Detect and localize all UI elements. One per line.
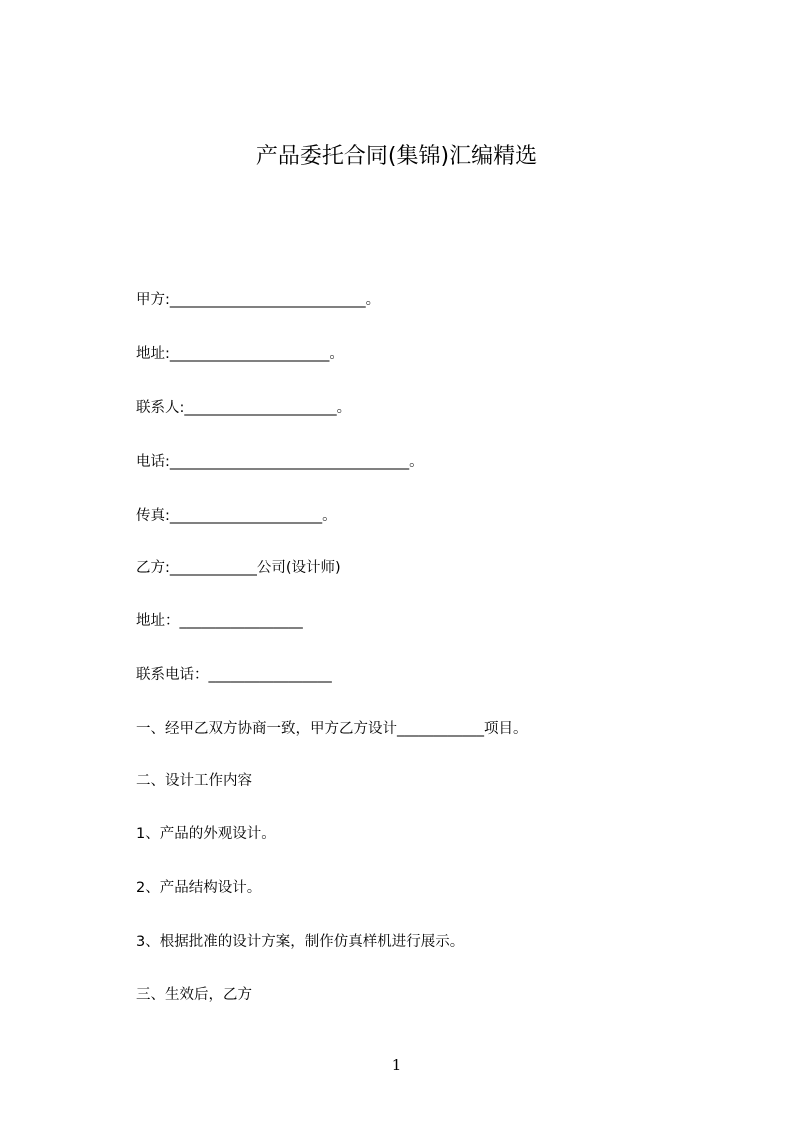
party-a-fax-line: 传真:_____________________。: [136, 508, 337, 524]
page-number: 1: [391, 1056, 402, 1074]
party-a-phone-line: 电话:_________________________________。: [136, 454, 424, 470]
clause-1-line: 一、经甲乙双方协商一致，甲方乙方设计____________项目。: [136, 721, 528, 737]
clause-3-heading: 三、生效后，乙方: [136, 987, 252, 1003]
document-title: 产品委托合同(集锦)汇编精选: [255, 144, 538, 169]
party-b-line: 乙方:____________公司(设计师): [136, 560, 341, 576]
party-b-address-line: 地址：_________________: [136, 613, 303, 629]
party-a-contact-line: 联系人:_____________________。: [136, 400, 352, 416]
party-b-phone-line: 联系电话：_________________: [136, 667, 332, 683]
clause-2-heading: 二、设计工作内容: [136, 773, 252, 789]
clause-2-item-2: 2、产品结构设计。: [136, 880, 262, 896]
party-a-line: 甲方:___________________________。: [136, 292, 381, 308]
clause-2-item-3: 3、根据批准的设计方案，制作仿真样机进行展示。: [136, 934, 465, 950]
clause-2-item-1: 1、产品的外观设计。: [136, 826, 276, 842]
party-a-address-line: 地址:______________________。: [136, 346, 344, 362]
